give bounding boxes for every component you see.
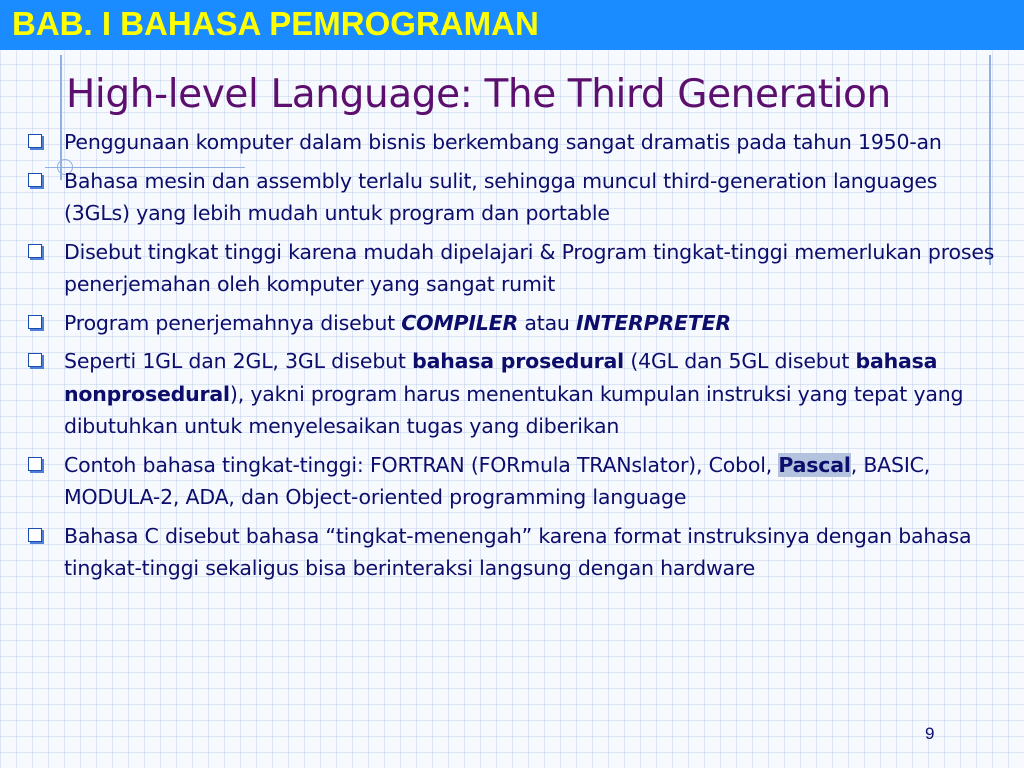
term-bahasa-nonprosedural: bahasa nonprosedural [64, 349, 938, 406]
bullet-item [24, 165, 1004, 230]
square-bullet-icon [28, 528, 42, 542]
bullet-text-middle: (4GL dan 5GL disebut [624, 349, 856, 373]
bullet-list [24, 126, 1004, 591]
term-compiler: COMPILER [401, 310, 519, 335]
bullet-item [24, 126, 1004, 159]
bullet-text: Bahasa C disebut bahasa “tingkat-menengah” karena format instruksinya dengan bahasa tingkat-tinggi sekaligus bisa berinteraksi langsung dengan hardware [64, 523, 972, 580]
bullet-item [24, 236, 1004, 301]
page-number: 9 [925, 724, 935, 743]
term-pascal-highlight: Pascal [778, 452, 851, 477]
square-bullet-icon [28, 457, 42, 471]
header-bar [0, 0, 1024, 50]
square-bullet-icon [28, 173, 42, 187]
term-bahasa-prosedural: bahasa prosedural [412, 349, 625, 373]
bullet-text: Penggunaan komputer dalam bisnis berkembang sangat dramatis pada tahun 1950-an [64, 130, 942, 154]
bullet-item [24, 345, 1004, 443]
square-bullet-icon [28, 134, 42, 148]
bullet-item [24, 449, 1004, 514]
bullet-text-prefix: Program penerjemahnya disebut [64, 310, 402, 335]
bullet-text-suffix: , BASIC, MODULA-2, ADA, dan Object-oriented programming language [64, 452, 931, 509]
bullet-item [24, 307, 1004, 340]
bullet-text-middle: atau [518, 310, 577, 335]
bullet-text: Disebut tingkat tinggi karena mudah dipelajari & Program tingkat-tinggi memerlukan proses penerjemahan oleh komputer yang sangat rumit [64, 239, 995, 296]
slide-title: High-level Language: The Third Generation [66, 72, 891, 117]
bullet-text-prefix: Contoh bahasa tingkat-tinggi: FORTRAN (FORmula TRANslator), Cobol, [64, 452, 779, 477]
term-interpreter: INTERPRETER [576, 310, 731, 335]
bullet-item [24, 520, 1004, 585]
square-bullet-icon [28, 315, 42, 329]
bullet-text-prefix: Seperti 1GL dan 2GL, 3GL disebut [64, 349, 413, 373]
header-title: BAB. I BAHASA PEMROGRAMAN [12, 5, 539, 42]
bullet-text: Bahasa mesin dan assembly terlalu sulit, sehingga muncul third-generation languages (3GLs) yang lebih mudah untuk program dan portable [64, 168, 938, 225]
square-bullet-icon [28, 244, 42, 258]
square-bullet-icon [28, 353, 42, 367]
bullet-text-suffix: ), yakni program harus menentukan kumpulan instruksi yang tepat yang dibutuhkan untuk menyelesaikan tugas yang diberikan [64, 381, 964, 438]
